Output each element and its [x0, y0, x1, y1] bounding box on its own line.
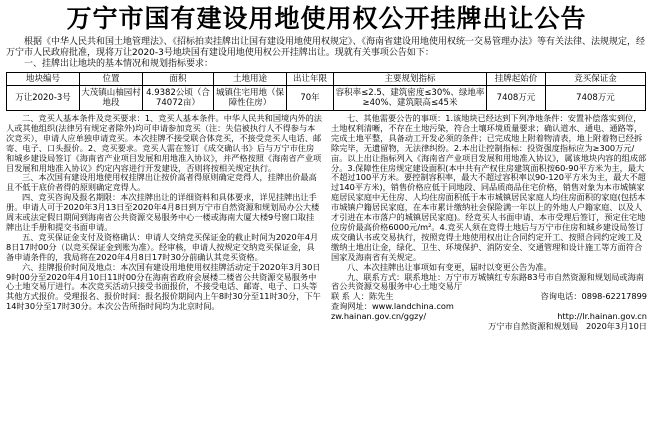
header-start-price: 挂牌起始价 — [487, 73, 546, 86]
cell-deposit: 7408万元 — [546, 86, 646, 111]
header-parcel-id: 地块编号 — [7, 73, 80, 86]
issuing-org: 万宁市自然资源和规划局 — [488, 321, 579, 332]
cell-land-use: 城镇住宅用地（保障性住房） — [214, 86, 287, 111]
header-indicators: 主要规划指标 — [334, 73, 487, 86]
cell-term: 70年 — [287, 86, 334, 111]
cell-parcel-id: 万让2020-3号 — [7, 86, 80, 111]
cell-location: 大茂镇山柚园村地段 — [80, 86, 143, 111]
right-column — [331, 114, 647, 332]
header-location: 位置 — [80, 73, 143, 86]
announcement-title: 万宁市国有建设用地使用权公开挂牌出让公告 — [66, 4, 587, 33]
table-row — [7, 86, 646, 111]
intro-section — [6, 37, 647, 70]
website-landchina[interactable]: 查询网址：www.landchina.com — [331, 301, 454, 312]
section-one-heading: 一、挂牌出让地块的基本情况和规划指标要求： — [24, 59, 214, 69]
cell-area: 4.9382公顷（合74072亩） — [143, 86, 214, 111]
header-land-use: 土地用途 — [214, 73, 287, 86]
section-four: 四、竞买咨询及报名期限：本次挂牌出让的详细资料和具体要求，详见挂牌出让手册。申请人可于2020年3月13日至2020年4月8日到万宁市自然资源和规划局办公大楼周末或法定假日期间到海南省公共资源交易服务中心一楼或海南大厦大楼9号窗口取挂牌出让手册和提交书面申请。 — [6, 192, 320, 232]
section-two: 二、竞买人基本条件及竞买要求：1、竞买人基本条件。中华人民共和国境内外的法人或其他组织(法律另有规定者除外)均可申请参加竞买（注：失信被执行人不得参与本次竞买），申请人应单独申请竞买。本次挂牌不接受联合体竞买，不接受竞买人电话、邮寄、电子、口头报价。2、竞买要求。竞买人需在签订《成交确认书》后与万宁市住房和城乡建设局签订《海南省产业项目发展和用地准入协议》，并严格按照《海南省产业项目发展和用地准入协议》约定内容进行开发建设，否则将按相关规定执行。 — [6, 113, 322, 173]
section-six: 六、挂牌报价时间及地点：本次国有建设用地使用权挂牌活动定于2020年3月30日9时00分至2020年4月10日11时00分在海南省政府会展楼二楼省公共资源交易服务中心土地交易厅进行。本次竞买活动只接受书面报价，不接受电话、邮寄、电子、口头等其他方式报价。受理报名、报价时间：报名报价期间内上午8时30分至11时30分，下午14时30分至17时30分。本次公告所指时间均为北京时间。 — [6, 261, 321, 312]
header-area: 面积 — [143, 73, 214, 86]
contact-person: 联 系 人：陈先生 — [331, 291, 394, 302]
header-deposit: 竞买保证金 — [546, 73, 646, 86]
parcel-table — [6, 72, 646, 111]
body-columns — [6, 114, 647, 332]
section-three: 三、本次国有建设用地使用权挂牌出让按价高者得原则确定竞得人，挂牌出价最高且不低于底价者得的原则确定竞得人。 — [6, 172, 317, 193]
contact-phone: 咨询电话：0898-62217899 — [540, 291, 647, 302]
header-term: 出让年限 — [287, 73, 334, 86]
table-header-row — [7, 73, 646, 86]
signature-line — [331, 322, 647, 332]
cell-indicators: 容积率≤2.5、建筑密度≤30%、绿地率≥40%、建筑限高≤45米 — [334, 86, 487, 111]
section-seven: 七、其他需要公告的事项：1.该地块已经达到下列净地条件：安置补偿落实到位，土地权利清晰，不存在土地污染，符合土壤环境质量要求；确认道水、通电、通路等，完成土地平整，具备动工开发必须的条件；已完成地上附着物清表，地上附着物已经拆除完毕，无遗留物，无法律纠纷。2.本出让控制指标：投资强度指标应为≥300万元/亩。以上出让指标列入《海南省产业项目发展和用地准入协议》，属该地块内容的组成部分。3.保障性住房规定建设面积(本中共有产权住房建筑面积按60-90平方米为主，最大不超过100平方米。要控制容积率，最大不超过容积率以90-120平方米为主，最大不超过140平方米)，销售价格应低于同地段、同品质商品住宅价格，销售对象为本市城镇家庭居民家庭中无住房、人均住房面积低于本市城镇居民家庭人均住房面积的家庭(包括本市城镇户籍居民家庭，在本市累计缴纳社会保险满一年以上的外地人户籍家庭、以及人才引进在本市落户的城镇居民家庭)。经竞买人书面申请、本市受理后签订，预定住宅地位房价最高价格6000元/m²。4.竞买人须在竞得土地后与万宁市住房和城乡建设局签订成交确认书或交易执行，按照竞得土地使用权出让合同约定开工、按照合同约定竣工及缴纳土地出让金，绿化、卫生、环境保护、消防安全、交通管理和设计施工等方面符合国家及海南省有关规定。 — [331, 113, 647, 262]
section-eight: 八、本次挂牌出让事项如有变更，届时以变更公告为准。 — [347, 261, 552, 272]
section-five: 五、竞买保证金支付及资格确认：申请人交纳竞买保证金的截止时间为2020年4月8日17时00分（以竞买保证金到账为准）。经审核，申请人按规定交纳竞买保证金，具备申请条件的，我局将在2020年4月8日17时30分前确认其竞买资格。 — [6, 231, 319, 262]
website-lr[interactable]: http://lr.hainan.gov.cn — [557, 311, 647, 322]
issue-date: 2020年3月10日 — [585, 321, 647, 332]
section-nine: 九、联系方式：联系地址：万宁市万城镇红专东路83号市自然资源和规划局或海南省公共资源交易服务中心土地交易厅 — [331, 271, 644, 292]
website-ggzy[interactable]: zw.hainan.gov.cn/ggzy/ — [331, 311, 427, 322]
left-column — [6, 114, 322, 332]
cell-start-price: 7408万元 — [487, 86, 546, 111]
intro-paragraph: 根据《中华人民共和国土地管理法》、《招标拍卖挂牌出让国有建设用地使用权规定》、《海南省建设用地使用权统一交易管理办法》等有关法律、法规规定，经万宁市人民政府批准，现将万让2020-3号地块国有建设用地使用权公开挂牌出让。现就有关事项公告如下： — [6, 37, 646, 58]
